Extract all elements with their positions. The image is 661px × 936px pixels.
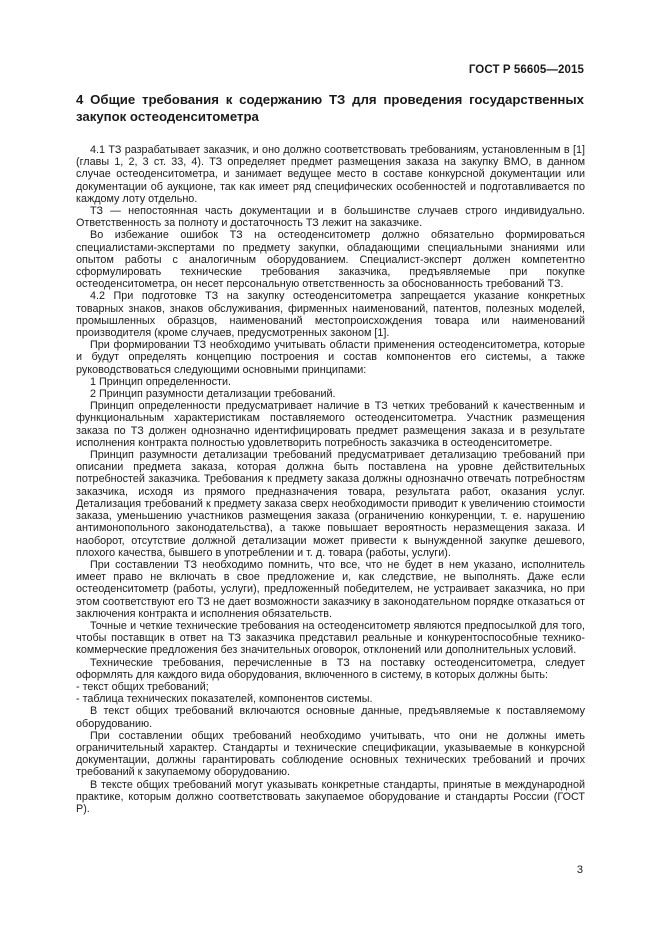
principle-item: 1 Принцип определенности. <box>90 375 232 388</box>
section-body <box>76 144 585 815</box>
paragraph: При формировании ТЗ необходимо учитывать области применения остеоденситометра, которые и будут определять концепцию построения и состав компонентов его системы, а также руководствоваться следующими основными принципами: <box>76 339 585 376</box>
document-code: ГОСТ Р 56605—2015 <box>468 64 584 76</box>
paragraph: Принцип разумности детализации требований предусматривает детализацию требований при описании предмета заказа, которая должна быть поставлена на уровне действительных потребностей заказчика. Требования к предмету заказа должны однозначно отвечать потребностям заказчика, исходя из прямого предназначения товара, результата работ, оказания услуг. Детализация требований к предмету заказа сверх необходимости приводит к увеличению стоимости заказа, уменьшению участников размещения заказа (ограничению конкуренции, т. е. нарушению антимонопольного законодательства), а также повышает вероятность неразмещения заказа. И наоборот, отсутствие должной детализации может привести к вынужденной закупке дешевого, плохого качества, бывшего в употреблении и т. д. товара (работы, услуги). <box>76 449 585 559</box>
paragraph: При составлении ТЗ необходимо помнить, что все, что не будет в нем указано, исполнитель имеет право не включать в свое предложение и, как следствие, не выполнять. Даже если остеоденситометр (работы, услуги), предложенный победителем, не устраивает заказчика, но при этом соответствуют его ТЗ не дает возможности заказчику в законодательном порядке отказаться от заключения контракта и исполнения обязательств. <box>76 558 585 620</box>
list-item: - текст общих требований; <box>76 680 209 693</box>
section-title: 4 Общие требования к содержанию ТЗ для проведения государственных закупок остеоденситометра <box>76 92 584 124</box>
list-item: - таблица технических показателей, компонентов системы. <box>76 693 373 706</box>
paragraph: В текст общих требований включаются основные данные, предъявляемые к поставляемому оборудованию. <box>76 705 585 730</box>
principle-item: 2 Принцип разумности детализации требований. <box>90 388 336 401</box>
paragraph: В тексте общих требований могут указывать конкретные стандарты, принятые в международной практике, которым должно соответствовать закупаемое оборудование и стандарты России (ГОСТ Р). <box>76 778 585 815</box>
paragraph-4-2: 4.2 При подготовке ТЗ на закупку остеоденситометра запрещается указание конкретных товарных знаков, знаков обслуживания, фирменных наименований, патентов, полезных моделей, промышленных образцов, наименований местопроисхождения товара или наименований производителя (кроме случаев, предусмотренных законом [1]. <box>76 290 585 340</box>
page-number: 3 <box>576 864 583 876</box>
paragraph: ТЗ — непостоянная часть документации и в большинстве случаев строго индивидуально. Ответственность за полноту и достаточность ТЗ лежит на заказчике. <box>76 205 585 230</box>
paragraph-4-1: 4.1 ТЗ разрабатывает заказчик, и оно должно соответствовать требованиям, установленным в [1] (главы 1, 2, 3 ст. 33, 4). ТЗ определяет предмет размещения заказа на закупку ВМО, в данном случае остеоденситометра, и занимает ведущее место в составе конкурсной документации или документации об аукционе, так как имеет ряд специфических особенностей и подготавливается по каждому лоту отдельно. <box>76 144 585 205</box>
paragraph: При составлении общих требований необходимо учитывать, что они не должны иметь ограничительный характер. Стандарты и технические спецификации, указываемые в конкурсной документации, должны гарантировать соблюдение основных технических требований и прочих требований к закупаемому оборудованию. <box>76 729 585 779</box>
paragraph: Технические требования, перечисленные в ТЗ на поставку остеоденситометра, следует оформлять для каждого вида оборудования, включенного в систему, в которых должны быть: <box>76 656 585 681</box>
paragraph: Во избежание ошибок ТЗ на остеоденситометр должно обязательно формироваться специалистами-экспертами по предмету закупки, обладающими специальными знаниями или опытом работы с аналогичным оборудованием. Специалист-эксперт должен компетентно сформулировать технические требования заказчика, предъявляемые при покупке остеоденситометра, он несет персональную ответственность за обоснованность требований ТЗ. <box>76 229 585 291</box>
paragraph: Принцип определенности предусматривает наличие в ТЗ четких требований к качественным и функциональным характеристикам поставляемого остеоденситометра. Участник размещения заказа по ТЗ должен однозначно идентифицировать предмет размещения заказа и в результате исполнения контракта полностью удовлетворить потребность заказчика в остеоденситометре. <box>76 400 585 449</box>
paragraph: Точные и четкие технические требования на остеоденситометр являются предпосылкой для того, чтобы поставщик в ответ на ТЗ заказчика представил реальные и конкурентоспособные технико-коммерческие предложения без значительных оговорок, отклонений или дополнительных условий. <box>76 619 585 657</box>
